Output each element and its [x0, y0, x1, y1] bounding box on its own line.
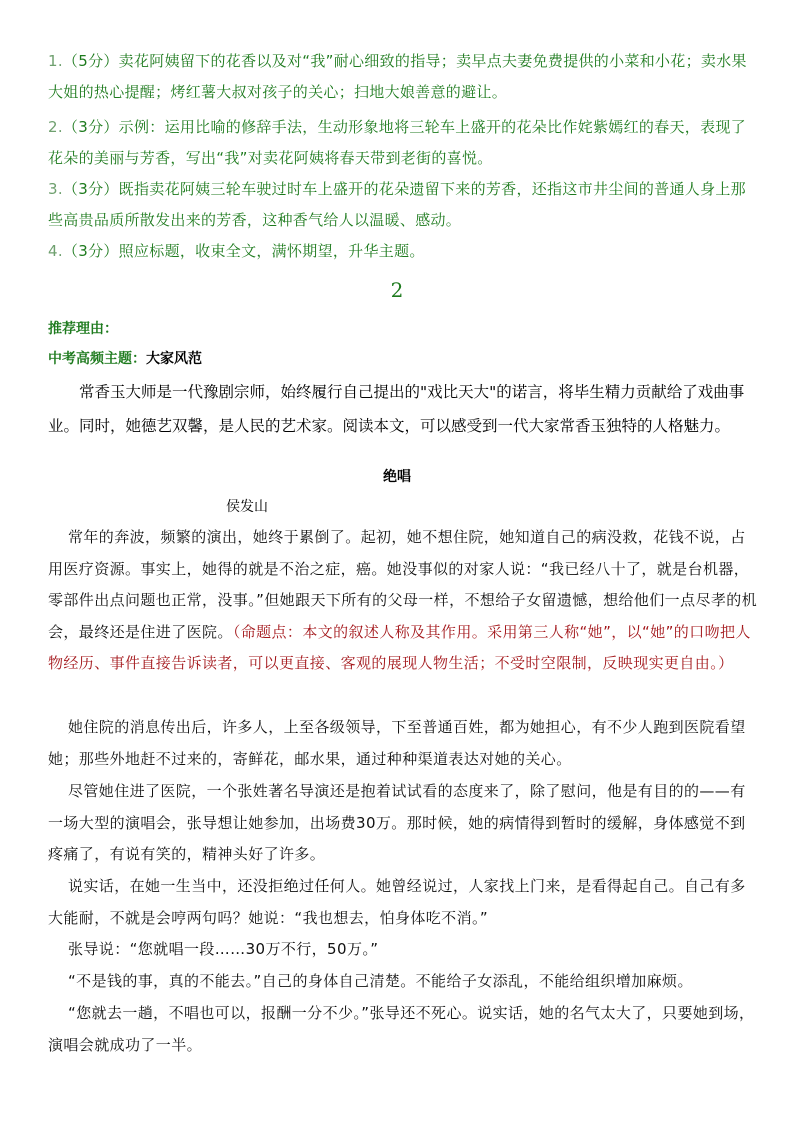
paragraph-text: 常年的奔波，频繁的演出，她终于累倒了。起初，她不想住院，她知道自己的病没救，花钱不说，占用医疗资源。事实上，她得的就是不治之症，癌。她没事似的对家人说：“我已经八十了，就是台机器，零部件出点问题也正常，没事。”但她跟天下所有的父母一样，不想给子女留遗憾，想给他们一点尽孝的机会，最终还是住进了医院。	[48, 528, 758, 641]
recommend-label: 推荐理由：	[48, 321, 118, 337]
answer-number: 2.	[48, 118, 63, 136]
annotation-note: （命题点：本文的叙述人称及其作用。采用第三人称“她”，以“她”的口吻把人物经历、事件直接告诉读者，可以更直接、客观的展现人物生活；不受时空限制，反映现实更自由。）	[48, 622, 751, 672]
answer-text: （3分）示例：运用比喻的修辞手法，生动形象地将三轮车上盛开的花朵比作姹紫嫣红的春天，表现了花朵的美丽与芳香，写出“我”对卖花阿姨将春天带到老街的喜悦。	[48, 118, 746, 167]
answer-number: 3.	[48, 180, 63, 198]
paragraph-1	[48, 522, 760, 680]
story-title: 绝唱	[383, 469, 411, 485]
answer-number: 1.	[48, 52, 63, 70]
theme-label: 中考高频主题：	[48, 351, 146, 367]
paragraph-6: “不是钱的事，真的不能去。”自己的身体自己清楚。不能给子女添乱，不能给组织增加麻烦。	[68, 972, 693, 990]
answer-1	[48, 46, 758, 108]
author-name: 侯发山	[226, 499, 268, 515]
paragraph-5: 张导说：“您就唱一段……30万不行，50万。”	[68, 940, 379, 958]
answer-number: 4.	[48, 242, 63, 260]
paragraph-2: 她住院的消息传出后，许多人，上至各级领导，下至普通百姓，都为她担心，有不少人跑到医院看望她；那些外地赶不过来的，寄鲜花，邮水果，通过种种渠道表达对她的关心。	[48, 718, 746, 768]
answer-text: （3分）既指卖花阿姨三轮车驶过时车上盛开的花朵遗留下来的芳香，还指这市井尘间的普通人身上那些高贵品质所散发出来的芳香，这种香气给人以温暖、感动。	[48, 180, 746, 229]
answer-3	[48, 174, 758, 236]
paragraph-3: 尽管她住进了医院，一个张姓著名导演还是抱着试试看的态度来了，除了慰问，他是有目的的——有一场大型的演唱会，张导想让她参加，出场费30万。那时候，她的病情得到暂时的缓解，身体感觉不到疼痛了，有说有笑的，精神头好了许多。	[48, 782, 746, 863]
answer-text: （3分）照应标题，收束全文，满怀期望，升华主题。	[62, 242, 425, 260]
recommend-text: 常香玉大师是一代豫剧宗师，始终履行自己提出的"戏比天大"的诺言，将毕生精力贡献给了戏曲事业。同时，她德艺双馨，是人民的艺术家。阅读本文，可以感受到一代大家常香玉独特的人格魅力。	[48, 383, 745, 435]
answer-text: （5分）卖花阿姨留下的花香以及对“我”耐心细致的指导；卖早点夫妻免费提供的小菜和小花；卖水果大姐的热心提醒；烤红薯大叔对孩子的关心；扫地大娘善意的避让。	[48, 52, 747, 101]
paragraph-4: 说实话，在她一生当中，还没拒绝过任何人。她曾经说过，人家找上门来，是看得起自己。自己有多大能耐，不就是会哼两句吗？她说：“我也想去，怕身体吃不消。”	[48, 877, 746, 927]
answer-4	[48, 236, 758, 267]
paragraph-7: “您就去一趟，不唱也可以，报酬一分不少。”张导还不死心。说实话，她的名气太大了，只要她到场，演唱会就成功了一半。	[48, 1004, 755, 1054]
theme-line	[48, 348, 202, 368]
section-number: 2	[390, 278, 404, 302]
answer-2	[48, 112, 758, 174]
theme-value: 大家风范	[146, 351, 202, 367]
